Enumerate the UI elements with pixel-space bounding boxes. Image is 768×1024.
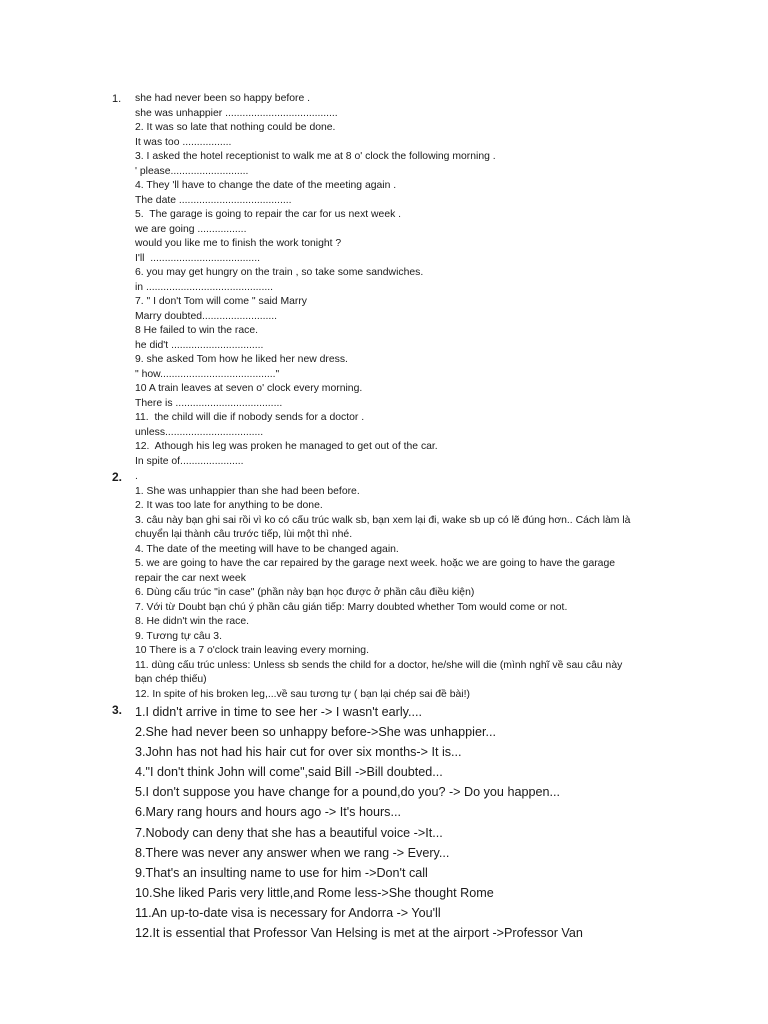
- exercise-line: In spite of......................: [135, 455, 244, 467]
- exercise-line: she had never been so happy before .: [135, 93, 311, 104]
- exercise-line: I'll ......................................: [135, 252, 260, 264]
- answer-line: bạn chép thiếu): [135, 674, 207, 685]
- exercise-line: ' please...........................: [135, 165, 249, 177]
- exercise-line: 3.John has not had his hair cut for over six months-> It is...: [135, 745, 462, 760]
- exercise-line: 12.It is essential that Professor Van Helsing is met at the airport ->Professor Van: [135, 926, 583, 941]
- exercise-line: in ............................................: [135, 281, 273, 293]
- answer-line: 3. câu này bạn ghi sai rồi vì ko có cấu trúc walk sb, bạn xem lại đi, wake sb up có lẽ đúng hơn.. Cách làm là: [135, 514, 631, 526]
- exercise-line: 1.I didn't arrive in time to see her -> I wasn't early....: [135, 705, 423, 719]
- exercise-line: 6. you may get hungry on the train , so take some sandwiches.: [135, 267, 424, 278]
- exercise-line: she was unhappier .......................................: [135, 107, 338, 119]
- exercise-line: 2. It was so late that nothing could be done.: [135, 122, 336, 133]
- exercise-line: 8 He failed to win the race.: [135, 325, 259, 336]
- answer-line: 7. Với từ Doubt bạn chú ý phần câu gián tiếp: Marry doubted whether Tom would come or not.: [135, 601, 568, 613]
- answer-line: 8. He didn't win the race.: [135, 616, 250, 627]
- answer-line: 2. It was too late for anything to be done.: [135, 500, 323, 511]
- answer-line: 9. Tương tự câu 3.: [135, 630, 222, 642]
- exercise-line: Marry doubted..........................: [135, 310, 278, 322]
- exercise-line: would you like me to finish the work tonight ?: [135, 238, 342, 249]
- exercise-line: 4. They 'll have to change the date of the meeting again .: [135, 180, 397, 191]
- exercise-line: 3. I asked the hotel receptionist to walk me at 8 o' clock the following morning .: [135, 151, 496, 162]
- answer-line: chuyển lại thành câu trước tiếp, lùi một thì nhé.: [135, 529, 353, 540]
- answer-line: 12. In spite of his broken leg,...về sau tương tự ( bạn lại chép sai đề bài!): [135, 688, 470, 700]
- exercise-line: 12. Athough his leg was proken he managed to get out of the car.: [135, 441, 438, 452]
- exercise-line: 7. " I don't Tom will come " said Marry: [135, 296, 308, 307]
- answer-line: 1. She was unhappier than she had been before.: [135, 485, 360, 497]
- exercise-line: 8.There was never any answer when we rang -> Every...: [135, 845, 450, 860]
- exercise-line: 2.She had never been so unhappy before->She was unhappier...: [135, 725, 496, 740]
- exercise-line: 9. she asked Tom how he liked her new dress.: [135, 354, 348, 365]
- exercise-line: " how........................................": [135, 368, 280, 380]
- exercise-line: 11.An up-to-date visa is necessary for Andorra -> You'll: [135, 905, 441, 920]
- exercise-line: 7.Nobody can deny that she has a beautiful voice ->It...: [135, 825, 443, 840]
- answer-line: 5. we are going to have the car repaired by the garage next week. hoặc we are going to have the garage: [135, 558, 616, 569]
- exercise-line: 11. the child will die if nobody sends for a doctor .: [135, 412, 365, 423]
- answer-line: 6. Dùng cấu trúc "in case" (phần này bạn học được ở phần câu điều kiện): [135, 587, 475, 598]
- exercise-list: [135, 92, 695, 469]
- exercise-line: 6.Mary rang hours and hours ago -> It's hours...: [135, 805, 401, 820]
- exercise-list: [135, 702, 695, 943]
- exercise-line: 10.She liked Paris very little,and Rome less->She thought Rome: [135, 885, 494, 900]
- exercise-line: we are going .................: [135, 223, 247, 235]
- exercise-line: 5. The garage is going to repair the car for us next week .: [135, 209, 402, 220]
- answer-line: 11. dùng cấu trúc unless: Unless sb sends the child for a doctor, he/she will die (mình nghĩ về sau câu này: [135, 659, 623, 671]
- answer-line: repair the car next week: [135, 572, 246, 584]
- exercise-line: 5.I don't suppose you have change for a pound,do you? -> Do you happen...: [135, 785, 560, 800]
- exercise-line: he did't ................................: [135, 339, 264, 351]
- exercise-line: It was too .................: [135, 136, 232, 148]
- section-number: 2.: [112, 470, 123, 484]
- exercise-line: There is .....................................: [135, 397, 283, 409]
- exercise-line: unless..................................: [135, 426, 264, 438]
- exercise-line: 9.That's an insulting name to use for him ->Don't call: [135, 865, 428, 880]
- exercise-line: 10 A train leaves at seven o' clock every morning.: [135, 383, 363, 394]
- answer-list: [135, 470, 695, 702]
- section-number: 1.: [112, 93, 122, 105]
- exercise-line: 4."I don't think John will come",said Bill ->Bill doubted...: [135, 765, 443, 780]
- exercise-line: The date .......................................: [135, 194, 292, 206]
- answer-line: .: [135, 471, 138, 482]
- answer-line: 10 There is a 7 o'clock train leaving every morning.: [135, 645, 369, 656]
- section-number: 3.: [112, 703, 123, 717]
- answer-line: 4. The date of the meeting will have to be changed again.: [135, 543, 399, 555]
